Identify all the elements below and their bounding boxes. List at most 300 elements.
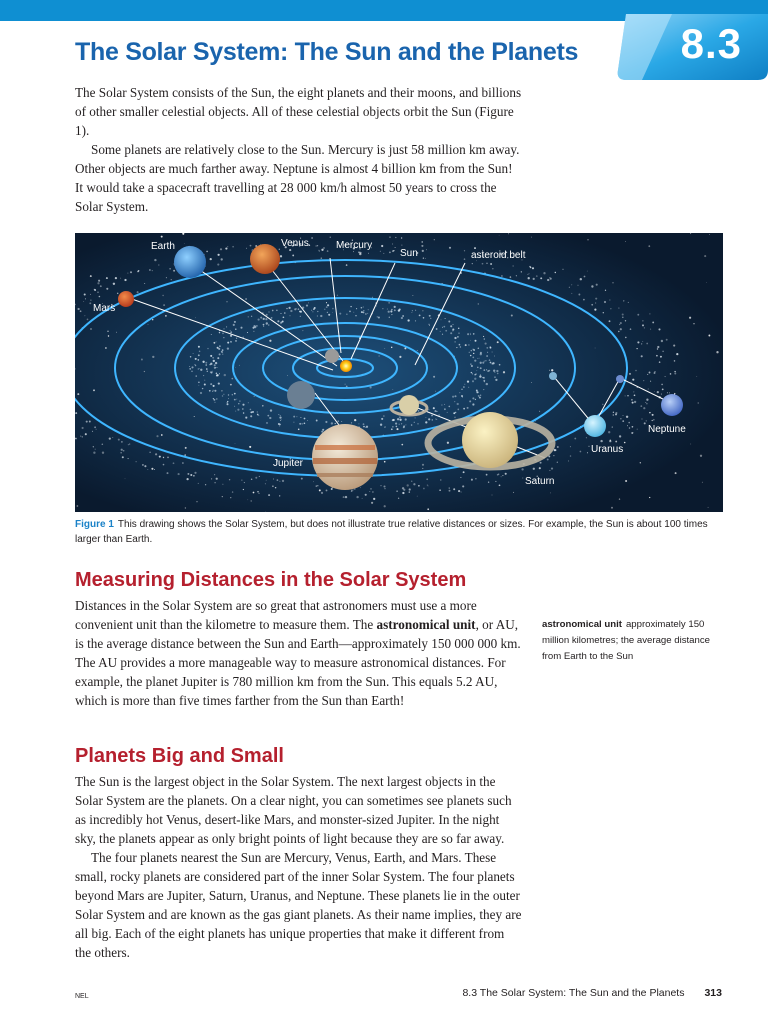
heading-measuring-distances: Measuring Distances in the Solar System	[75, 569, 467, 591]
asteroid-dot	[476, 390, 478, 392]
kuiper-dot	[625, 320, 626, 321]
star-dot	[77, 393, 79, 395]
kuiper-dot	[661, 340, 663, 342]
kuiper-dot	[588, 446, 589, 447]
kuiper-dot	[380, 251, 381, 252]
kuiper-dot	[396, 490, 398, 492]
star-dot	[345, 384, 346, 385]
kuiper-dot	[194, 472, 196, 474]
asteroid-dot	[193, 353, 194, 354]
asteroid-dot	[306, 305, 308, 307]
kuiper-dot	[317, 485, 318, 486]
kuiper-dot	[265, 483, 266, 484]
star-dot	[447, 442, 449, 444]
star-dot	[321, 257, 323, 259]
asteroid-dot	[214, 364, 216, 366]
star-dot	[501, 275, 503, 277]
kuiper-dot	[595, 302, 596, 303]
asteroid-dot	[197, 359, 199, 361]
star-dot	[513, 492, 514, 493]
asteroid-dot	[233, 324, 235, 326]
kuiper-dot	[532, 267, 534, 269]
kuiper-dot	[99, 296, 101, 298]
star-dot	[422, 468, 423, 469]
kuiper-dot	[656, 355, 658, 357]
asteroid-dot	[432, 419, 434, 421]
kuiper-dot	[167, 472, 169, 474]
kuiper-dot	[129, 444, 130, 445]
kuiper-dot	[154, 469, 155, 470]
asteroid-dot	[215, 362, 217, 364]
jupiter-small-icon	[287, 381, 315, 409]
star-dot	[151, 468, 153, 470]
star-dot	[709, 234, 710, 235]
asteroid-dot	[472, 373, 473, 374]
kuiper-dot	[163, 464, 165, 466]
asteroid-dot	[263, 326, 264, 327]
asteroid-dot	[418, 410, 420, 412]
asteroid-dot	[479, 375, 481, 377]
kuiper-dot	[642, 320, 643, 321]
star-dot	[427, 508, 429, 510]
kuiper-dot	[632, 379, 634, 381]
kuiper-dot	[568, 460, 569, 461]
star-dot	[152, 319, 153, 320]
star-dot	[407, 484, 409, 486]
asteroid-dot	[250, 411, 252, 413]
star-dot	[319, 489, 321, 491]
kuiper-dot	[121, 449, 123, 451]
kuiper-dot	[634, 401, 636, 403]
star-dot	[531, 382, 532, 383]
label-mars: Mars	[93, 303, 116, 314]
asteroid-dot	[206, 368, 208, 370]
asteroid-dot	[389, 317, 390, 318]
asteroid-dot	[212, 371, 213, 372]
star-dot	[417, 496, 418, 497]
asteroid-dot	[286, 308, 287, 309]
asteroid-dot	[484, 380, 485, 381]
asteroid-dot	[484, 361, 485, 362]
kuiper-dot	[82, 436, 83, 437]
kuiper-dot	[221, 258, 223, 260]
asteroid-dot	[491, 363, 493, 365]
kuiper-dot	[80, 436, 81, 437]
asteroid-dot	[341, 421, 342, 422]
kuiper-dot	[93, 452, 95, 454]
asteroid-dot	[235, 328, 236, 329]
star-dot	[690, 444, 691, 445]
asteroid-dot	[487, 352, 488, 353]
mars-icon	[118, 291, 134, 307]
asteroid-dot	[471, 365, 473, 367]
star-dot	[224, 374, 226, 376]
star-dot	[574, 438, 576, 440]
kuiper-dot	[674, 372, 676, 374]
kuiper-dot	[543, 272, 545, 274]
asteroid-dot	[234, 393, 236, 395]
asteroid-dot	[394, 309, 396, 311]
earth-icon	[174, 246, 206, 278]
asteroid-dot	[289, 315, 290, 316]
asteroid-dot	[331, 422, 333, 424]
asteroid-dot	[443, 326, 445, 328]
asteroid-dot	[405, 424, 406, 425]
asteroid-dot	[207, 371, 208, 372]
star-dot	[434, 239, 435, 240]
kuiper-dot	[373, 498, 375, 500]
star-dot	[303, 330, 304, 331]
kuiper-dot	[422, 250, 424, 252]
asteroid-dot	[478, 347, 480, 349]
asteroid-dot	[232, 394, 233, 395]
asteroid-dot	[394, 306, 396, 308]
kuiper-dot	[627, 395, 628, 396]
star-dot	[602, 404, 604, 406]
asteroid-dot	[472, 349, 473, 350]
kuiper-dot	[498, 473, 500, 475]
kuiper-dot	[130, 271, 132, 273]
kuiper-dot	[166, 277, 167, 278]
asteroid-dot	[457, 409, 459, 411]
asteroid-dot	[204, 383, 206, 385]
star-dot	[612, 282, 613, 283]
heading-planets-big-small: Planets Big and Small	[75, 745, 284, 767]
kuiper-dot	[163, 457, 164, 458]
kuiper-dot	[628, 422, 630, 424]
asteroid-dot	[392, 426, 393, 427]
asteroid-dot	[472, 403, 474, 405]
kuiper-dot	[142, 464, 144, 466]
uranus-icon	[584, 415, 606, 437]
asteroid-dot	[428, 409, 429, 410]
kuiper-dot	[646, 399, 648, 401]
kuiper-dot	[482, 263, 484, 265]
asteroid-dot	[366, 426, 368, 428]
kuiper-dot	[216, 478, 218, 480]
asteroid-dot	[474, 374, 475, 375]
asteroid-dot	[477, 358, 478, 359]
asteroid-dot	[476, 370, 477, 371]
kuiper-dot	[533, 278, 535, 280]
asteroid-dot	[211, 334, 212, 335]
kuiper-dot	[289, 249, 291, 251]
kuiper-dot	[257, 491, 258, 492]
kuiper-dot	[449, 490, 451, 492]
asteroid-dot	[430, 318, 431, 319]
asteroid-dot	[300, 417, 301, 418]
kuiper-dot	[646, 403, 647, 404]
asteroid-dot	[470, 333, 471, 334]
asteroid-dot	[288, 307, 290, 309]
asteroid-dot	[351, 422, 352, 423]
star-dot	[391, 347, 392, 348]
asteroid-dot	[471, 350, 472, 351]
kuiper-dot	[413, 483, 415, 485]
star-dot	[204, 380, 205, 381]
kuiper-dot	[313, 481, 314, 482]
section-number: 8.3	[680, 20, 742, 67]
kuiper-dot	[464, 258, 466, 260]
kuiper-dot	[569, 287, 570, 288]
asteroid-dot	[216, 398, 217, 399]
asteroid-dot	[191, 370, 193, 372]
kuiper-dot	[580, 451, 582, 453]
kuiper-dot	[225, 248, 227, 250]
kuiper-dot	[644, 422, 646, 424]
asteroid-dot	[260, 317, 262, 319]
kuiper-dot	[86, 421, 88, 423]
star-dot	[502, 475, 503, 476]
asteroid-dot	[189, 368, 191, 370]
star-dot	[483, 336, 484, 337]
measuring-paragraph	[75, 596, 522, 710]
intro-paragraph-2: Some planets are relatively close to the Sun. Mercury is just 58 million km away. Other objects are much farther away. Neptune is almost 4 billion km from the Sun! It would take a spacecraft travelling at 28 000 km/h almost 50 years to cross the Solar System.	[75, 142, 520, 214]
kuiper-dot	[657, 346, 659, 348]
kuiper-dot	[144, 465, 146, 467]
kuiper-dot	[383, 485, 385, 487]
asteroid-dot	[234, 399, 236, 401]
kuiper-dot	[600, 440, 602, 442]
kuiper-dot	[173, 462, 175, 464]
measuring-text-before: Distances in the Solar System are so great that astronomers must use a more convenient unit than the kilometre to measure them. The	[75, 598, 477, 632]
asteroid-dot	[280, 321, 282, 323]
asteroid-dot	[213, 360, 215, 362]
asteroid-dot	[382, 308, 383, 309]
asteroid-dot	[494, 372, 495, 373]
star-dot	[230, 497, 231, 498]
asteroid-dot	[478, 395, 480, 397]
star-dot	[640, 462, 641, 463]
kuiper-dot	[631, 399, 633, 401]
asteroid-dot	[445, 330, 447, 332]
asteroid-dot	[483, 369, 485, 371]
kuiper-dot	[317, 245, 318, 246]
kuiper-dot	[449, 488, 450, 489]
kuiper-dot	[632, 426, 634, 428]
kuiper-dot	[318, 250, 319, 251]
asteroid-dot	[256, 325, 258, 327]
kuiper-dot	[149, 269, 151, 271]
asteroid-dot	[213, 398, 214, 399]
kuiper-dot	[384, 488, 385, 489]
asteroid-dot	[218, 383, 220, 385]
kuiper-dot	[217, 264, 219, 266]
asteroid-dot	[471, 372, 472, 373]
kuiper-dot	[243, 489, 244, 490]
star-dot	[262, 405, 264, 407]
asteroid-dot	[377, 316, 378, 317]
asteroid-dot	[461, 395, 463, 397]
asteroid-dot	[302, 423, 303, 424]
kuiper-dot	[380, 485, 381, 486]
asteroid-dot	[247, 332, 248, 333]
kuiper-dot	[640, 405, 642, 407]
star-dot	[326, 302, 327, 303]
star-dot	[433, 376, 435, 378]
asteroid-dot	[387, 309, 388, 310]
kuiper-dot	[206, 251, 208, 253]
asteroid-dot	[482, 362, 484, 364]
asteroid-dot	[363, 426, 365, 428]
kuiper-dot	[106, 288, 108, 290]
kuiper-dot	[331, 488, 333, 490]
star-dot	[399, 356, 401, 358]
asteroid-dot	[349, 310, 351, 312]
kuiper-dot	[669, 392, 670, 393]
kuiper-dot	[277, 479, 279, 481]
label-saturn: Saturn	[525, 476, 555, 487]
asteroid-dot	[458, 332, 460, 334]
kuiper-dot	[628, 302, 629, 303]
star-dot	[470, 340, 471, 341]
asteroid-dot	[479, 358, 480, 359]
star-dot	[372, 491, 374, 493]
kuiper-dot	[472, 263, 473, 264]
asteroid-dot	[236, 338, 237, 339]
asteroid-dot	[470, 364, 471, 365]
sun-icon	[340, 360, 352, 372]
kuiper-dot	[660, 356, 662, 358]
asteroid-dot	[490, 362, 492, 364]
star-dot	[384, 461, 386, 463]
kuiper-dot	[359, 252, 361, 254]
kuiper-dot	[98, 280, 100, 282]
kuiper-dot	[555, 449, 556, 450]
star-dot	[265, 511, 266, 512]
star-dot	[383, 415, 385, 417]
kuiper-dot	[94, 289, 95, 290]
asteroid-dot	[415, 310, 416, 311]
asteroid-dot	[217, 357, 219, 359]
asteroid-dot	[223, 328, 224, 329]
asteroid-dot	[453, 412, 455, 414]
star-dot	[90, 328, 92, 330]
asteroid-dot	[203, 375, 204, 376]
star-dot	[125, 478, 126, 479]
kuiper-dot	[392, 250, 394, 252]
kuiper-dot	[637, 429, 638, 430]
kuiper-dot	[439, 489, 441, 491]
asteroid-dot	[227, 342, 229, 344]
kuiper-dot	[646, 420, 647, 421]
star-dot	[239, 365, 240, 366]
asteroid-dot	[257, 414, 259, 416]
kuiper-dot	[604, 301, 606, 303]
kuiper-dot	[626, 416, 628, 418]
asteroid-dot	[216, 367, 217, 368]
uranus-small-icon	[549, 372, 557, 380]
kuiper-dot	[211, 478, 212, 479]
star-dot	[144, 371, 145, 372]
kuiper-dot	[77, 308, 79, 310]
asteroid-dot	[219, 345, 221, 347]
asteroid-dot	[324, 309, 325, 310]
asteroid-dot	[355, 315, 356, 316]
asteroid-dot	[299, 423, 301, 425]
kuiper-dot	[464, 250, 465, 251]
star-dot	[636, 348, 637, 349]
kuiper-dot	[252, 249, 253, 250]
asteroid-dot	[202, 361, 204, 363]
star-dot	[77, 505, 79, 507]
asteroid-dot	[338, 421, 339, 422]
kuiper-dot	[401, 237, 402, 238]
kuiper-dot	[323, 247, 325, 249]
star-dot	[184, 243, 185, 244]
kuiper-dot	[147, 469, 148, 470]
kuiper-dot	[113, 283, 115, 285]
star-dot	[226, 301, 227, 302]
asteroid-dot	[442, 334, 443, 335]
kuiper-dot	[182, 462, 184, 464]
asteroid-dot	[266, 314, 268, 316]
asteroid-dot	[356, 308, 357, 309]
asteroid-dot	[230, 331, 232, 333]
asteroid-dot	[419, 315, 421, 317]
kuiper-dot	[118, 439, 120, 441]
asteroid-dot	[363, 423, 365, 425]
asteroid-dot	[467, 380, 469, 382]
kuiper-dot	[368, 253, 369, 254]
asteroid-dot	[317, 311, 318, 312]
star-dot	[102, 452, 104, 454]
asteroid-dot	[457, 336, 459, 338]
star-dot	[587, 239, 588, 240]
asteroid-dot	[311, 310, 312, 311]
asteroid-dot	[269, 417, 271, 419]
intro-paragraph-1: The Solar System consists of the Sun, the eight planets and their moons, and billions of other smaller celestial objects. All of these celestial objects orbit the Sun (Figure 1).	[75, 85, 522, 138]
kuiper-dot	[613, 412, 614, 413]
asteroid-dot	[209, 364, 210, 365]
asteroid-dot	[436, 328, 438, 330]
kuiper-dot	[217, 254, 219, 256]
star-dot	[196, 501, 197, 502]
kuiper-dot	[620, 328, 622, 330]
asteroid-dot	[198, 368, 199, 369]
measuring-text-after: , or AU, is the average distance between the Sun and Earth—approximately 150 000 000 km. The AU provides a more manageable way to measure astronomical distances. For example, the planet Jupiter is 780 million km from the Sun. This equals 5.2 AU, which is more than five times farther from the Sun than Earth!	[75, 617, 521, 708]
asteroid-dot	[363, 310, 364, 311]
section-tab	[612, 14, 768, 80]
asteroid-dot	[493, 370, 495, 372]
kuiper-dot	[158, 264, 159, 265]
star-dot	[372, 297, 373, 298]
kuiper-dot	[244, 482, 245, 483]
star-dot	[161, 434, 163, 436]
asteroid-dot	[230, 341, 231, 342]
kuiper-dot	[595, 298, 597, 300]
asteroid-dot	[316, 420, 318, 422]
kuiper-dot	[474, 247, 476, 249]
star-dot	[551, 369, 553, 371]
asteroid-dot	[490, 346, 491, 347]
star-dot	[105, 347, 107, 349]
asteroid-dot	[486, 383, 488, 385]
star-dot	[503, 371, 505, 373]
asteroid-dot	[444, 408, 446, 410]
kuiper-dot	[279, 481, 280, 482]
asteroid-dot	[448, 406, 450, 408]
star-dot	[384, 348, 385, 349]
asteroid-dot	[441, 404, 442, 405]
asteroid-dot	[489, 359, 491, 361]
asteroid-dot	[454, 395, 456, 397]
kuiper-dot	[82, 427, 84, 429]
kuiper-dot	[641, 343, 642, 344]
star-dot	[185, 507, 186, 508]
kuiper-dot	[653, 419, 655, 421]
kuiper-dot	[423, 257, 424, 258]
